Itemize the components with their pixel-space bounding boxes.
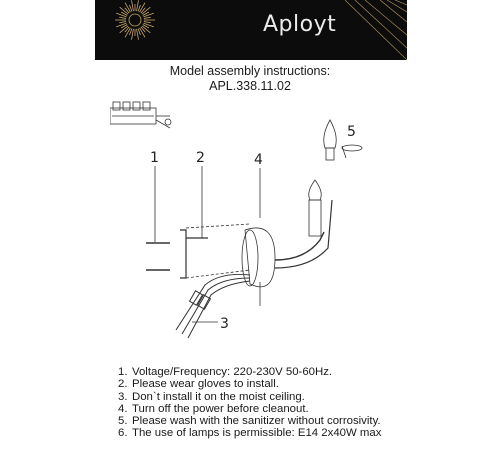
instruction-text: The use of lamps is permissible: E14 2x40W max: [132, 427, 382, 440]
sunburst-ray: [132, 29, 134, 40]
sunburst-ray: [144, 22, 151, 23]
instruction-text: Turn off the power before cleanout.: [132, 402, 309, 415]
mounting-bracket-icon: [180, 230, 208, 278]
sunburst-ray: [143, 13, 153, 17]
instruction-item: [118, 427, 381, 439]
terminal-block-icon: [110, 102, 171, 128]
sunburst-ray: [137, 0, 139, 11]
instruction-item: [118, 378, 381, 390]
sunburst-ray: [119, 17, 126, 18]
brand-name: Aployt: [263, 12, 337, 37]
instructions-list: [118, 366, 381, 440]
instruction-text: Voltage/Frequency: 220-230V 50-60Hz.: [132, 366, 333, 378]
instruction-number: 6.: [118, 427, 128, 440]
callout-5: 5: [347, 124, 356, 140]
instruction-number: 5.: [118, 415, 128, 428]
callout-1: 1: [150, 150, 159, 166]
candle-holder-icon: [309, 180, 321, 236]
document-title-block: [0, 64, 500, 94]
instruction-text: Please wash with the sanitizer without corrosivity.: [132, 415, 381, 428]
instruction-number: 2.: [118, 378, 128, 391]
sunburst-ray: [144, 17, 151, 18]
sunburst-ray: [137, 29, 139, 40]
callout-4: 4: [254, 152, 263, 168]
instruction-item: [118, 403, 381, 415]
sunburst-ray: [119, 22, 126, 23]
sunburst-ray: [143, 23, 153, 27]
callout-2: 2: [196, 150, 205, 166]
screw-icon: [146, 243, 170, 270]
instruction-number: 3.: [118, 390, 128, 403]
wires-icon: [176, 274, 250, 338]
document-title: Model assembly instructions:: [169, 64, 331, 78]
instruction-number: 4.: [118, 402, 128, 415]
sunburst-logo-icon: [115, 0, 155, 39]
sunburst-ray: [116, 23, 126, 27]
model-number: APL.338.11.02: [209, 79, 291, 93]
sunburst-ray: [132, 0, 134, 11]
instruction-item: [118, 415, 381, 427]
instruction-number: 1.: [118, 366, 128, 378]
banner-decoration: [95, 0, 407, 60]
assembly-diagram: [110, 100, 390, 340]
bulb-icon: [324, 120, 362, 160]
callout-3: 3: [220, 316, 229, 332]
brand-banner: [95, 0, 407, 60]
sunburst-ray: [116, 13, 126, 17]
instruction-text: Please wear gloves to install.: [132, 378, 279, 391]
instruction-item: [118, 391, 381, 403]
decorative-rays-icon: [345, 0, 407, 60]
instruction-text: Don`t install it on the moist ceiling.: [132, 390, 305, 403]
instruction-item: [118, 366, 381, 378]
